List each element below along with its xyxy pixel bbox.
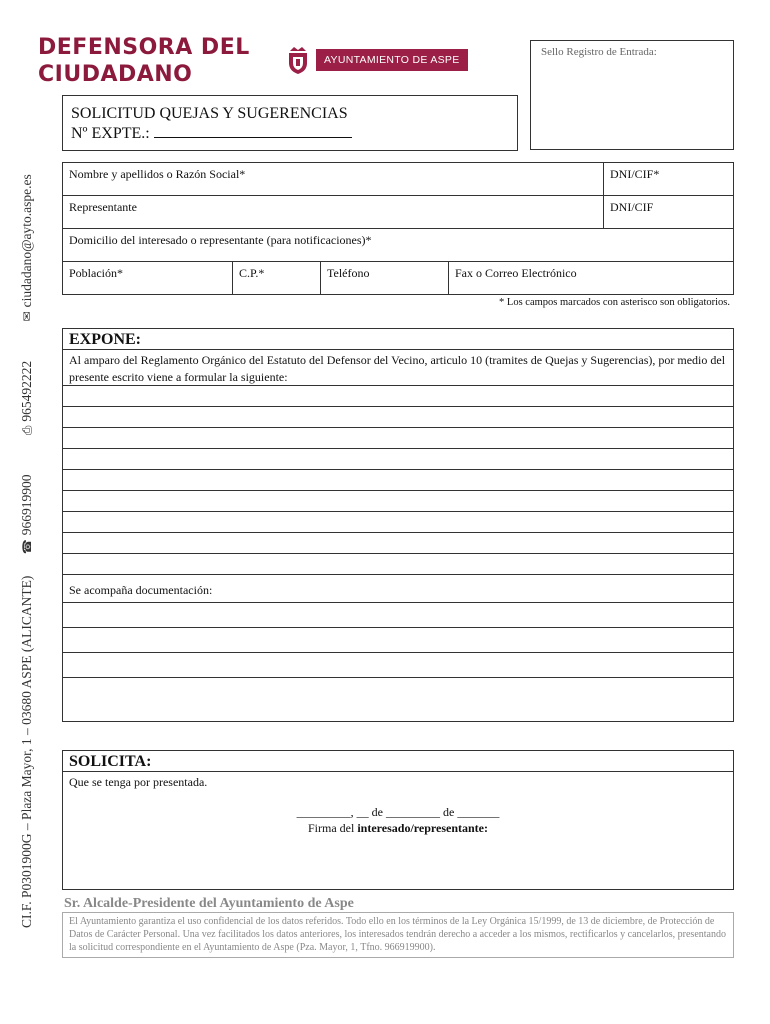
required-note: * Los campos marcados con asterisco son obligatorios. [499, 297, 730, 308]
alcalde-addressee: Sr. Alcalde-Presidente del Ayuntamiento de Aspe [64, 896, 354, 911]
side-fax: 965492222 [19, 360, 34, 422]
expte-label: Nº EXPTE.: [71, 125, 150, 142]
solicita-text: Que se tenga por presentada. [69, 775, 208, 789]
expone-line[interactable] [63, 386, 733, 407]
legal-notice: El Ayuntamiento garantiza el uso confidencial de los datos referidos. Todo ello en los términos de la Ley Orgánica 15/1999, de 13 de diciembre, de Protección de Datos de Carácter Personal. Una vez facilitados los datos anteriores, los interesados tendrán derecho a acceder a los mismos, rectificarlos y cancelarlos, presentando la solicitud correspondiente en el Ayuntamiento de Aspe (Pza. Mayor, 1, Tfno. 966919900). [62, 912, 734, 958]
side-email-group [18, 156, 36, 321]
expone-intro: Al amparo del Reglamento Orgánico del Estatuto del Defensor del Vecino, articulo 10 (tramites de Quejas y Sugerencias), por medio del presente escrito viene a formular la siguiente: [63, 350, 733, 386]
ayuntamiento-logo [286, 45, 468, 75]
phone-icon: ☎ [20, 539, 34, 555]
domicilio-field[interactable]: Domicilio del interesado o representante (para notificaciones)* [63, 229, 734, 262]
expone-line[interactable] [63, 512, 733, 533]
telefono-field[interactable]: Teléfono [321, 262, 449, 295]
solicita-heading: SOLICITA: [63, 751, 733, 772]
expone-line[interactable] [63, 407, 733, 428]
side-contact-strip [18, 168, 36, 928]
firma-label [63, 820, 733, 836]
documentacion-label: Se acompaña documentación: [63, 575, 733, 603]
firma-bold: interesado/representante: [357, 821, 488, 835]
expone-line[interactable] [63, 533, 733, 554]
expone-line[interactable] [63, 449, 733, 470]
sello-label: Sello Registro de Entrada: [541, 46, 657, 58]
defensora-title [38, 34, 250, 88]
solicitud-title: SOLICITUD QUEJAS Y SUGERENCIAS [71, 105, 348, 122]
title-line-2: CIUDADANO [38, 62, 193, 87]
side-address: CI.F. P0301900G – Plaza Mayor, 1 – 03680 ASPE (ALICANTE) [19, 575, 34, 928]
expone-line[interactable] [63, 491, 733, 512]
sello-registro-box [530, 40, 734, 150]
side-phone: 966919900 [19, 474, 34, 536]
documentacion-line[interactable] [63, 678, 733, 699]
email-icon: ✉ [20, 311, 34, 322]
coat-of-arms-icon [286, 45, 310, 75]
fax-email-field[interactable]: Fax o Correo Electrónico [449, 262, 734, 295]
expte-input-line[interactable] [154, 124, 352, 138]
dni-field-1[interactable]: DNI/CIF* [604, 163, 734, 196]
documentacion-line[interactable] [63, 603, 733, 628]
date-line[interactable]: _________, __ de _________ de _______ [296, 805, 500, 819]
expone-line[interactable] [63, 428, 733, 449]
dni-field-2[interactable]: DNI/CIF [604, 196, 734, 229]
expte-row [71, 124, 517, 144]
expone-heading: EXPONE: [63, 329, 733, 350]
side-fax-group [18, 343, 36, 435]
poblacion-field[interactable]: Población* [63, 262, 233, 295]
nombre-field[interactable]: Nombre y apellidos o Razón Social* [63, 163, 604, 196]
expone-line[interactable] [63, 470, 733, 491]
applicant-table [62, 162, 734, 295]
logo-text: AYUNTAMIENTO DE ASPE [316, 49, 468, 71]
solicitud-box [62, 95, 518, 151]
documentacion-line[interactable] [63, 653, 733, 678]
side-email: ciudadano@ayto.aspe.es [19, 174, 34, 308]
title-line-1: DEFENSORA DEL [38, 35, 250, 60]
documentacion-line[interactable] [63, 628, 733, 653]
expone-section [62, 328, 734, 722]
fax-icon: ⎙ [20, 425, 34, 436]
representante-field[interactable]: Representante [63, 196, 604, 229]
cp-field[interactable]: C.P.* [233, 262, 321, 295]
expone-line[interactable] [63, 554, 733, 575]
solicita-section [62, 750, 734, 890]
side-phone-group [18, 457, 36, 555]
firma-prefix: Firma del [308, 821, 358, 835]
